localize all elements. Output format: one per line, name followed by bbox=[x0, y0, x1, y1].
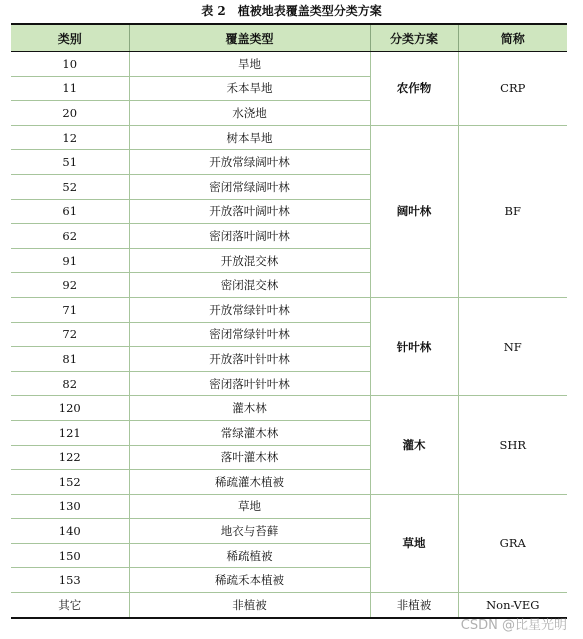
abbreviation-cell: GRA bbox=[458, 494, 567, 592]
cover-type-cell: 草地 bbox=[129, 494, 370, 519]
cover-type-cell: 旱地 bbox=[129, 52, 370, 77]
code-cell: 152 bbox=[11, 470, 129, 495]
header-scheme: 分类方案 bbox=[370, 24, 458, 52]
scheme-cell: 灌木 bbox=[370, 396, 458, 494]
table-row bbox=[11, 494, 567, 519]
cover-type-cell: 密闭常绿阔叶林 bbox=[129, 174, 370, 199]
code-cell: 150 bbox=[11, 543, 129, 568]
code-cell: 52 bbox=[11, 174, 129, 199]
abbreviation-cell: Non-VEG bbox=[458, 593, 567, 618]
scheme-cell: 农作物 bbox=[370, 52, 458, 126]
cover-type-cell: 非植被 bbox=[129, 593, 370, 618]
cover-type-cell: 开放常绿阔叶林 bbox=[129, 150, 370, 175]
abbreviation-cell: SHR bbox=[458, 396, 567, 494]
cover-type-cell: 灌木林 bbox=[129, 396, 370, 421]
code-cell: 82 bbox=[11, 371, 129, 396]
code-cell: 51 bbox=[11, 150, 129, 175]
code-cell: 121 bbox=[11, 420, 129, 445]
cover-type-cell: 开放落叶针叶林 bbox=[129, 347, 370, 372]
code-cell: 91 bbox=[11, 248, 129, 273]
abbreviation-cell: NF bbox=[458, 297, 567, 395]
cover-type-cell: 开放常绿针叶林 bbox=[129, 297, 370, 322]
code-cell: 120 bbox=[11, 396, 129, 421]
table-row bbox=[11, 297, 567, 322]
table-row bbox=[11, 125, 567, 150]
cover-type-cell: 树本旱地 bbox=[129, 125, 370, 150]
code-cell: 92 bbox=[11, 273, 129, 298]
cover-type-cell: 开放混交林 bbox=[129, 248, 370, 273]
header-abbreviation: 简称 bbox=[458, 24, 567, 52]
table-row bbox=[11, 52, 567, 77]
table-row bbox=[11, 396, 567, 421]
cover-type-cell: 密闭混交林 bbox=[129, 273, 370, 298]
code-cell: 71 bbox=[11, 297, 129, 322]
code-cell: 11 bbox=[11, 76, 129, 101]
classification-table bbox=[11, 23, 567, 619]
cover-type-cell: 稀疏灌木植被 bbox=[129, 470, 370, 495]
cover-type-cell: 稀疏植被 bbox=[129, 543, 370, 568]
header-cover-type: 覆盖类型 bbox=[129, 24, 370, 52]
code-cell: 62 bbox=[11, 224, 129, 249]
scheme-cell: 阔叶林 bbox=[370, 125, 458, 297]
table-caption: 表 2 植被地表覆盖类型分类方案 bbox=[201, 4, 382, 18]
cover-type-cell: 密闭落叶阔叶林 bbox=[129, 224, 370, 249]
scheme-cell: 草地 bbox=[370, 494, 458, 592]
abbreviation-cell: CRP bbox=[458, 52, 567, 126]
code-cell: 61 bbox=[11, 199, 129, 224]
code-cell: 81 bbox=[11, 347, 129, 372]
cover-type-cell: 稀疏禾本植被 bbox=[129, 568, 370, 593]
code-cell: 10 bbox=[11, 52, 129, 77]
code-cell: 20 bbox=[11, 101, 129, 126]
header-row bbox=[11, 24, 567, 52]
scheme-cell: 针叶林 bbox=[370, 297, 458, 395]
cover-type-cell: 常绿灌木林 bbox=[129, 420, 370, 445]
cover-type-cell: 密闭落叶针叶林 bbox=[129, 371, 370, 396]
cover-type-cell: 地衣与苔藓 bbox=[129, 519, 370, 544]
cover-type-cell: 水浇地 bbox=[129, 101, 370, 126]
scheme-cell: 非植被 bbox=[370, 593, 458, 618]
cover-type-cell: 开放落叶阔叶林 bbox=[129, 199, 370, 224]
code-cell: 122 bbox=[11, 445, 129, 470]
cover-type-cell: 禾本旱地 bbox=[129, 76, 370, 101]
watermark: CSDN @比星光明 bbox=[460, 618, 567, 633]
code-cell: 140 bbox=[11, 519, 129, 544]
code-cell: 153 bbox=[11, 568, 129, 593]
cover-type-cell: 密闭常绿针叶林 bbox=[129, 322, 370, 347]
abbreviation-cell: BF bbox=[458, 125, 567, 297]
table-body bbox=[11, 52, 567, 618]
code-cell: 其它 bbox=[11, 593, 129, 618]
code-cell: 12 bbox=[11, 125, 129, 150]
code-cell: 130 bbox=[11, 494, 129, 519]
cover-type-cell: 落叶灌木林 bbox=[129, 445, 370, 470]
code-cell: 72 bbox=[11, 322, 129, 347]
header-code: 类别 bbox=[11, 24, 129, 52]
